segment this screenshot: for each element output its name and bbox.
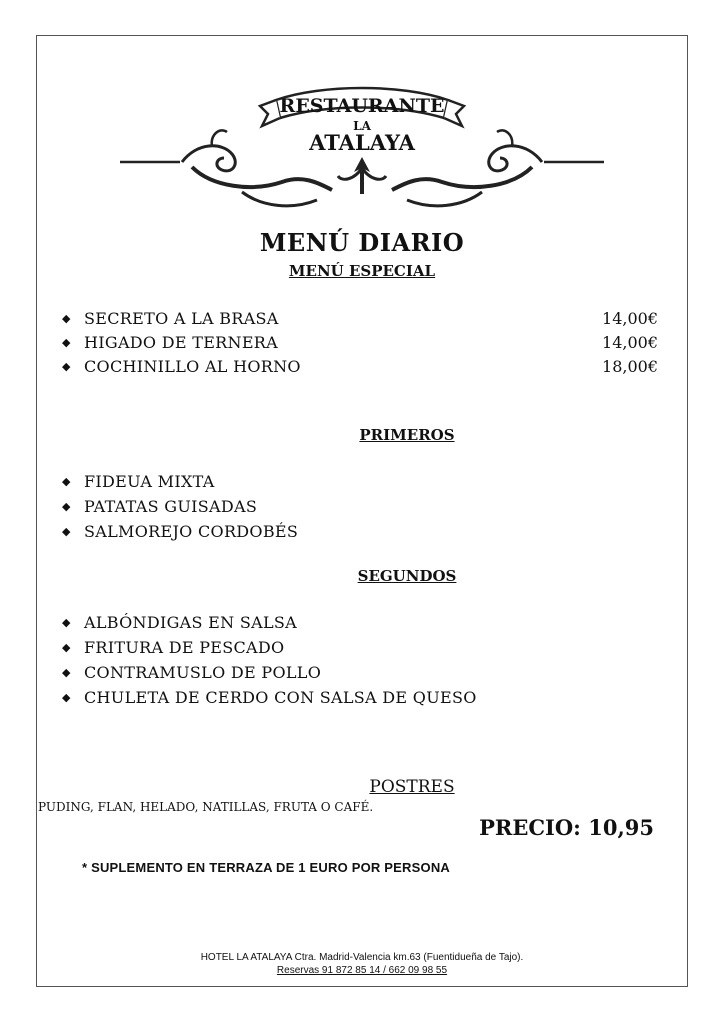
diamond-bullet-icon: ◆ (62, 335, 71, 349)
diamond-bullet-icon: ◆ (62, 615, 71, 629)
menu-subtitle: MENÚ ESPECIAL (288, 262, 436, 280)
diamond-bullet-icon: ◆ (62, 665, 71, 679)
list-item (62, 686, 658, 708)
dish-price: 14,00€ (602, 308, 658, 328)
dish-name: SALMOREJO CORDOBÉS (84, 521, 299, 541)
dish-name: FIDEUA MIXTA (84, 471, 215, 491)
postres-text: PUDING, FLAN, HELADO, NATILLAS, FRUTA O CAFÉ. (38, 800, 374, 814)
dish-name: ALBÓNDIGAS EN SALSA (84, 612, 298, 632)
diamond-bullet-icon: ◆ (62, 640, 71, 654)
restaurant-logo (92, 72, 632, 222)
diamond-bullet-icon: ◆ (62, 474, 71, 488)
price-total: PRECIO: 10,95 (479, 815, 654, 840)
dish-name: SECRETO A LA BRASA (84, 308, 279, 328)
dish-name: HIGADO DE TERNERA (84, 332, 279, 352)
segundos-title: SEGUNDOS (357, 567, 457, 585)
logo-line1: RESTAURANTE (279, 95, 445, 117)
terrace-surcharge-note: * SUPLEMENTO EN TERRAZA DE 1 EURO POR PERSONA (82, 860, 450, 875)
dish-price: 18,00€ (602, 356, 658, 376)
diamond-bullet-icon: ◆ (62, 690, 71, 704)
footer-reservations: Reservas 91 872 85 14 / 662 09 98 55 (276, 965, 448, 976)
dish-name: CHULETA DE CERDO CON SALSA DE QUESO (84, 687, 477, 707)
logo-line3: ATALAYA (309, 130, 415, 155)
postres-title: POSTRES (369, 777, 455, 797)
list-item (62, 355, 658, 377)
diamond-bullet-icon: ◆ (62, 524, 71, 538)
list-item (62, 611, 658, 633)
diamond-bullet-icon: ◆ (62, 311, 71, 325)
logo-line2: LA (353, 119, 371, 133)
dish-name: PATATAS GUISADAS (84, 496, 258, 516)
dish-name: CONTRAMUSLO DE POLLO (84, 662, 322, 682)
list-item (62, 661, 658, 683)
list-item (62, 495, 658, 517)
dish-name: COCHINILLO AL HORNO (84, 356, 301, 376)
list-item (62, 520, 658, 542)
menu-title: MENÚ DIARIO (259, 228, 465, 257)
diamond-bullet-icon: ◆ (62, 499, 71, 513)
list-item (62, 331, 658, 353)
footer-address: HOTEL LA ATALAYA Ctra. Madrid-Valencia km.63 (Fuentidueña de Tajo). (200, 952, 524, 963)
diamond-bullet-icon: ◆ (62, 359, 71, 373)
list-item (62, 307, 658, 329)
list-item (62, 636, 658, 658)
dish-price: 14,00€ (602, 332, 658, 352)
primeros-title: PRIMEROS (359, 426, 455, 444)
dish-name: FRITURA DE PESCADO (84, 637, 285, 657)
list-item (62, 470, 658, 492)
